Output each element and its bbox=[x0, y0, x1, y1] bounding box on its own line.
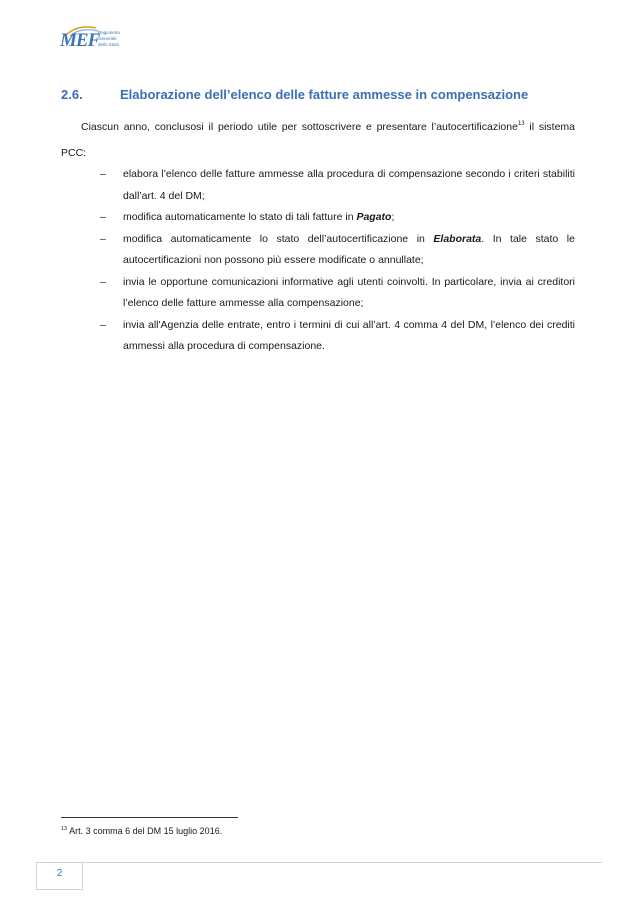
list-item bbox=[100, 229, 575, 272]
list-item bbox=[100, 207, 575, 229]
footnote-text: Art. 3 comma 6 del DM 15 luglio 2016. bbox=[67, 826, 223, 836]
section-number: 2.6. bbox=[61, 87, 83, 102]
list-item-text: elabora l’elenco delle fatture ammesse alla procedura di compensazione secondo i criteri stabiliti dall’art. 4 del DM; bbox=[123, 168, 575, 202]
logo-sub-line: Generale bbox=[98, 36, 117, 41]
list-item-text: invia all'Agenzia delle entrate, entro i termini di cui all’art. 4 comma 4 del DM, l’elenco dei crediti ammessi alla procedura di compensazione. bbox=[123, 318, 575, 352]
list-item-text: modifica automaticamente lo stato dell’autocertificazione in bbox=[123, 232, 434, 245]
footnote bbox=[61, 826, 222, 836]
status-elaborata: Elaborata bbox=[433, 232, 482, 245]
list-item bbox=[100, 272, 575, 315]
dash-marker: – bbox=[100, 211, 106, 223]
dash-marker: – bbox=[100, 168, 106, 180]
logo-subtitle bbox=[98, 30, 120, 48]
list-item-text-tail: . In tale stato le autocertificazioni non possono più essere modificate o annullate; bbox=[123, 232, 575, 266]
footnote-divider bbox=[61, 817, 238, 818]
logo-sub-line: Ragioneria bbox=[98, 30, 120, 35]
footer-rule bbox=[36, 862, 602, 863]
bullet-list bbox=[100, 164, 575, 358]
section-title: Elaborazione dell’elenco delle fatture ammesse in compensazione bbox=[120, 87, 529, 102]
intro-text: Ciascun anno, conclusosi il periodo utile per sottoscrivere e presentare l’autocertificazione bbox=[81, 121, 518, 133]
footnote-number: 13 bbox=[61, 826, 68, 832]
page-number: 2 bbox=[56, 868, 63, 879]
logo-text: MEF bbox=[60, 30, 100, 51]
intro-text-tail: il sistema PCC: bbox=[61, 121, 575, 159]
footnote-reference[interactable]: 13 bbox=[517, 121, 525, 127]
mef-logo bbox=[60, 24, 140, 56]
dash-marker: – bbox=[100, 318, 106, 331]
list-item-text: invia le opportune comunicazioni informative agli utenti coinvolti. In particolare, invia ai creditori l’elenco delle fatture ammesse alla compensazione; bbox=[123, 275, 575, 309]
list-item-text-tail: ; bbox=[391, 211, 395, 223]
dash-marker: – bbox=[100, 275, 106, 288]
list-item bbox=[100, 164, 575, 207]
intro-paragraph bbox=[61, 114, 575, 166]
dash-marker: – bbox=[100, 232, 106, 245]
list-item-text: modifica automaticamente lo stato di tali fatture in bbox=[123, 211, 357, 223]
status-pagato: Pagato bbox=[356, 211, 392, 223]
list-item bbox=[100, 315, 575, 358]
logo-sub-line: dello Stato bbox=[98, 42, 120, 47]
